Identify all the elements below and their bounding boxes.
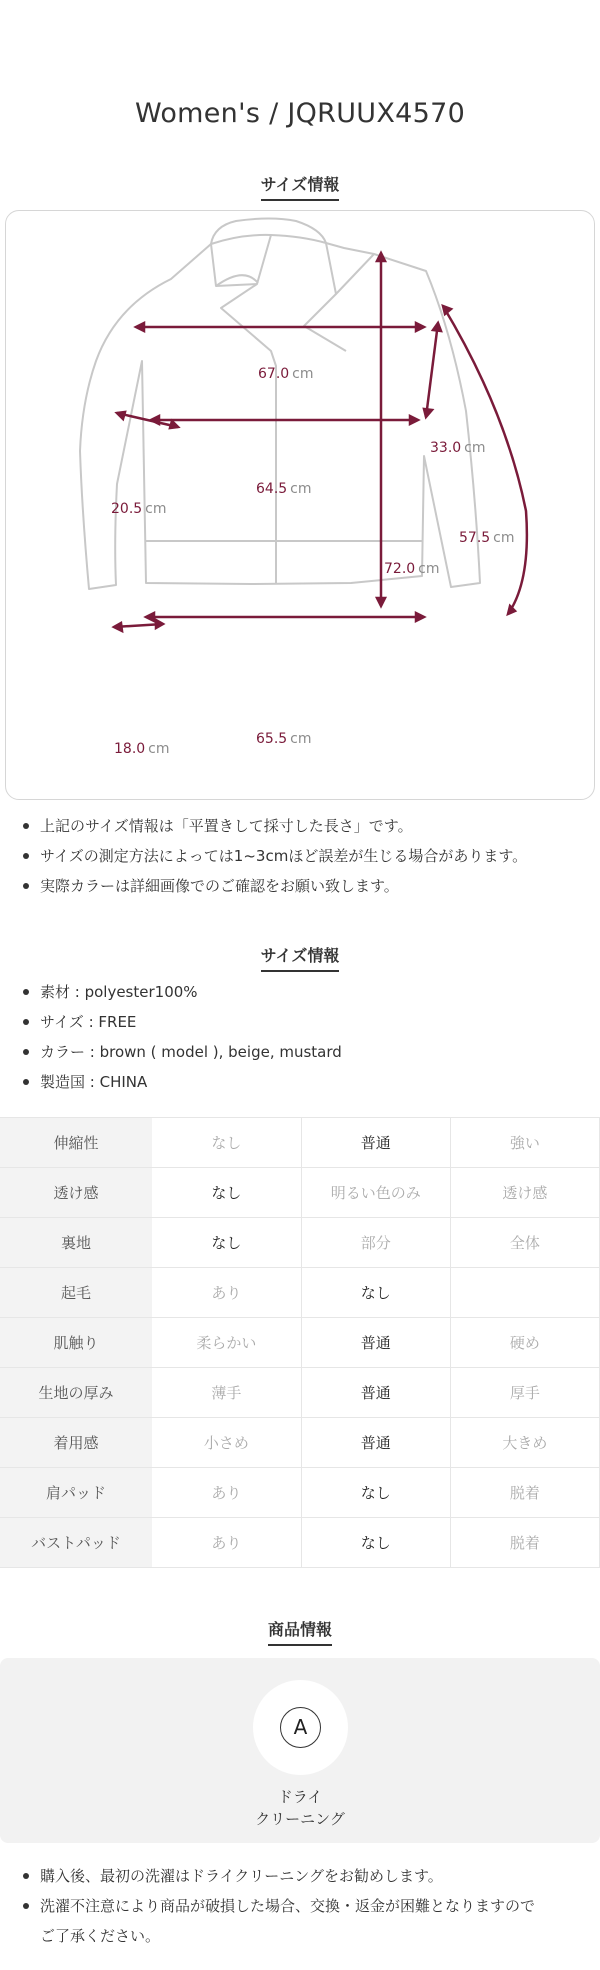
- attribute-option: なし: [301, 1468, 450, 1518]
- attribute-label: 透け感: [0, 1168, 152, 1218]
- attribute-row: [0, 1118, 600, 1168]
- hem-arrow-left: [146, 613, 154, 621]
- length-arrow-top: [377, 253, 385, 261]
- care-symbol-badge: [253, 1680, 348, 1775]
- chest-label: 64.5 cm: [256, 481, 312, 497]
- attribute-row: [0, 1168, 600, 1218]
- care-label: ドライ クリーニング: [255, 1788, 345, 1828]
- size-note: 実際カラーは詳細画像でのご確認をお願い致します。: [20, 871, 590, 901]
- attribute-option: 全体: [450, 1218, 599, 1268]
- sleeve-width-arrow-left: [117, 412, 125, 419]
- attribute-row: [0, 1368, 600, 1418]
- care-note-continuation: ご了承ください。: [40, 1927, 161, 1945]
- product-section-heading: 商品情報: [0, 1617, 600, 1646]
- attribute-option: 硬め: [450, 1318, 599, 1368]
- attribute-option: 普通: [301, 1368, 450, 1418]
- attribute-option: あり: [152, 1268, 301, 1318]
- attribute-label: 裏地: [0, 1218, 152, 1268]
- attribute-label: 肩パッド: [0, 1468, 152, 1518]
- attribute-option: 普通: [301, 1418, 450, 1468]
- attribute-label: 起毛: [0, 1268, 152, 1318]
- attribute-option: 部分: [301, 1218, 450, 1268]
- attribute-option: 薄手: [152, 1368, 301, 1418]
- shoulder-label: 67.0 cm: [258, 366, 314, 382]
- care-note: 洗濯不注意により商品が破損した場合、交換・返金が困難となりますので: [20, 1891, 590, 1921]
- sleeve-width-arrow-right: [170, 421, 178, 428]
- hem-label: 65.5 cm: [256, 731, 312, 747]
- attribute-row: [0, 1318, 600, 1368]
- sleeve-length-curve: [443, 306, 527, 614]
- attribute-option: 小さめ: [152, 1418, 301, 1468]
- armhole-arrow-bottom: [424, 409, 432, 417]
- sleeve-arrow-top: [443, 306, 451, 314]
- attribute-row: [0, 1268, 600, 1318]
- attribute-option: なし: [301, 1268, 450, 1318]
- sleeve-width-label: 20.5 cm: [111, 501, 167, 517]
- chest-arrow-right: [410, 416, 418, 424]
- attribute-option: 強い: [450, 1118, 599, 1168]
- size-note: サイズの測定方法によっては1~3cmほど誤差が生じる場合があります。: [20, 841, 590, 871]
- attribute-option: 普通: [301, 1318, 450, 1368]
- attribute-option: なし: [152, 1218, 301, 1268]
- attribute-option: なし: [301, 1518, 450, 1568]
- armhole-arrow-top: [433, 323, 441, 331]
- hem-arrow-right: [416, 613, 424, 621]
- attribute-option: 透け感: [450, 1168, 599, 1218]
- attribute-label: 肌触り: [0, 1318, 152, 1368]
- attribute-option: 厚手: [450, 1368, 599, 1418]
- care-notes: [20, 1861, 590, 1951]
- attribute-option: あり: [152, 1518, 301, 1568]
- page-title: Women's / JQRUUX4570: [134, 98, 466, 129]
- dry-clean-icon: A: [280, 1707, 321, 1748]
- spec-origin: 製造国 : CHINA: [20, 1067, 590, 1097]
- sleeve-arrow-bottom: [508, 606, 515, 614]
- attribute-option: 脱着: [450, 1468, 599, 1518]
- cuff-label: 18.0 cm: [114, 741, 170, 757]
- attribute-label: バストパッド: [0, 1518, 152, 1568]
- attribute-option: なし: [152, 1168, 301, 1218]
- sleeve-length-label: 57.5 cm: [459, 530, 515, 546]
- cuff-arrow-left: [114, 623, 122, 631]
- length-label: 72.0 cm: [384, 561, 440, 577]
- attribute-option: 大きめ: [450, 1418, 599, 1468]
- armhole-line: [426, 323, 438, 417]
- care-instructions-panel: [0, 1658, 600, 1843]
- attribute-row: [0, 1468, 600, 1518]
- spec-size: サイズ : FREE: [20, 1007, 590, 1037]
- size-notes: [20, 811, 590, 901]
- attribute-option: 脱着: [450, 1518, 599, 1568]
- cuff-arrow-right: [156, 620, 163, 628]
- attribute-option: 明るい色のみ: [301, 1168, 450, 1218]
- care-note: 購入後、最初の洗濯はドライクリーニングをお勧めします。: [20, 1861, 590, 1891]
- shoulder-arrow-left: [136, 323, 144, 331]
- jacket-measurement-diagram: [6, 211, 596, 801]
- spec-color: カラー : brown ( model ), beige, mustard: [20, 1037, 590, 1067]
- attribute-label: 着用感: [0, 1418, 152, 1468]
- spec-material: 素材 : polyester100%: [20, 977, 590, 1007]
- attribute-label: 生地の厚み: [0, 1368, 152, 1418]
- attribute-option: なし: [152, 1118, 301, 1168]
- length-arrow-bottom: [377, 598, 385, 606]
- attribute-option: あり: [152, 1468, 301, 1518]
- product-spec-list: [20, 977, 590, 1097]
- attribute-rows: [0, 1118, 600, 1568]
- jacket-outline: [80, 219, 480, 590]
- attribute-label: 伸縮性: [0, 1118, 152, 1168]
- attribute-option: [450, 1268, 599, 1318]
- info-section-heading: サイズ情報: [0, 943, 600, 972]
- attribute-option: 柔らかい: [152, 1318, 301, 1368]
- fabric-attribute-table: [0, 1117, 600, 1568]
- size-note: 上記のサイズ情報は「平置きして採寸した長さ」です。: [20, 811, 590, 841]
- attribute-option: 普通: [301, 1118, 450, 1168]
- attribute-row: [0, 1218, 600, 1268]
- attribute-row: [0, 1518, 600, 1568]
- shoulder-arrow-right: [416, 323, 424, 331]
- size-section-heading: サイズ情報: [0, 172, 600, 201]
- armhole-label: 33.0 cm: [430, 440, 486, 456]
- size-diagram: [5, 210, 595, 800]
- attribute-row: [0, 1418, 600, 1468]
